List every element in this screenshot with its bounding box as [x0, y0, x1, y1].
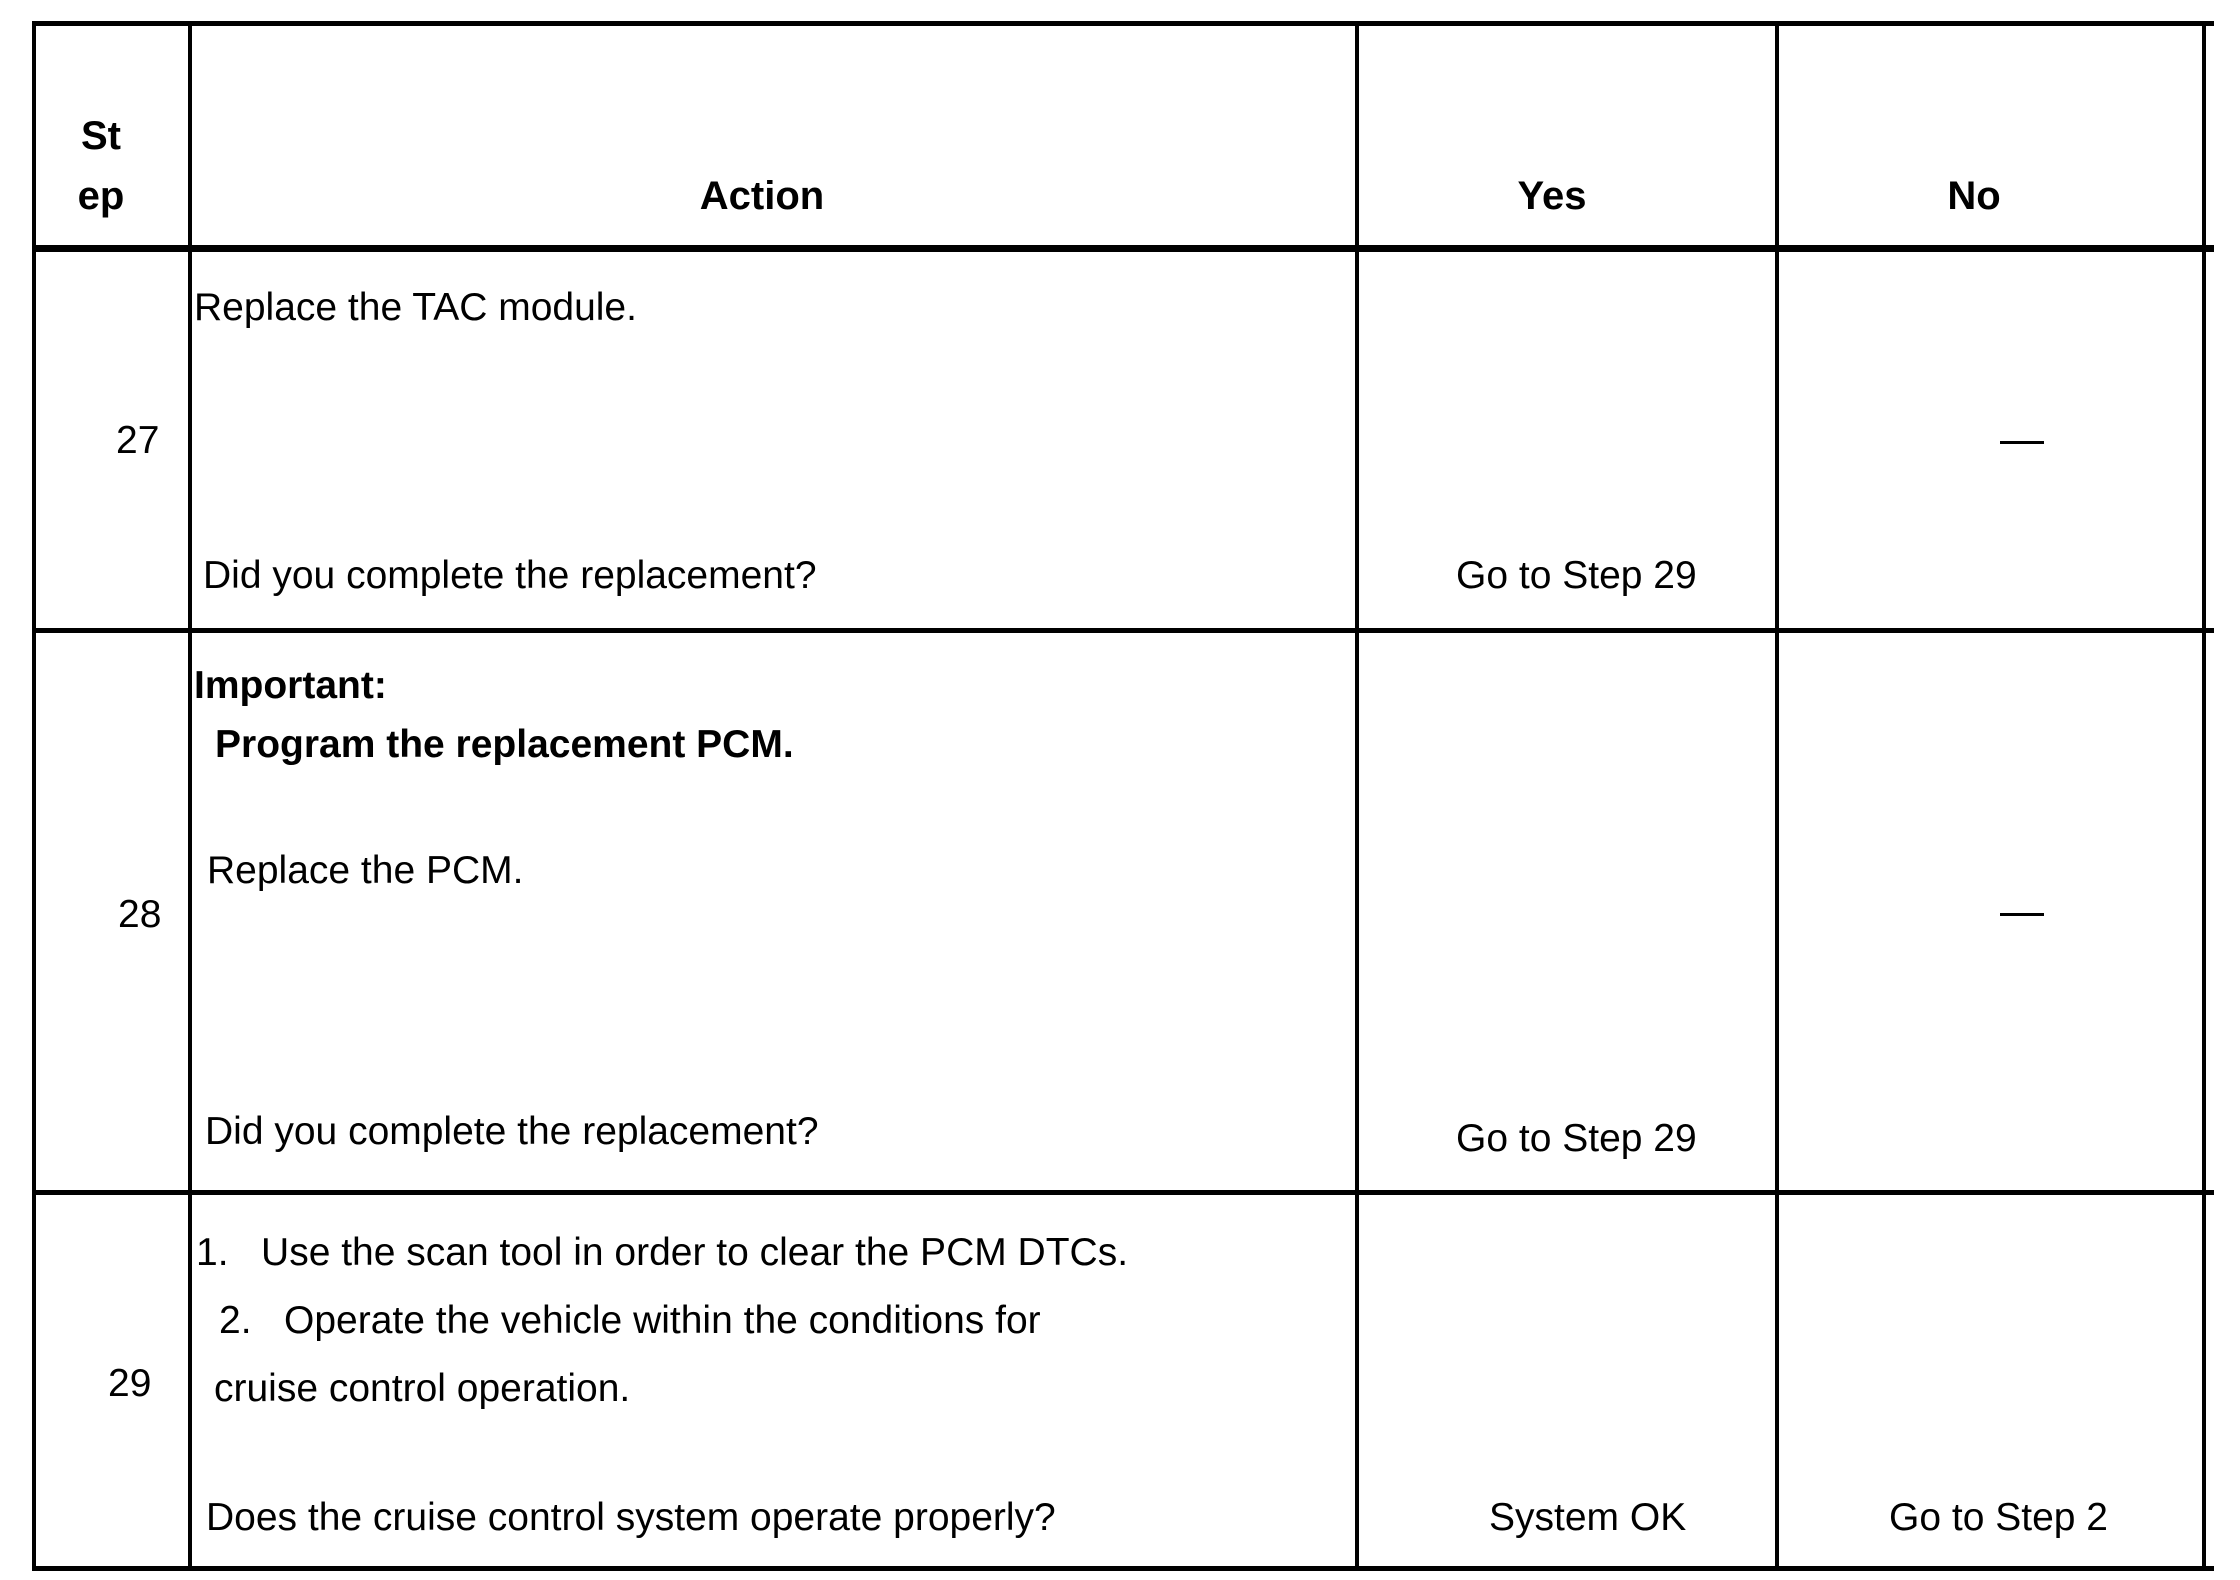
table-border-top [32, 21, 2214, 26]
header-step-line1: St [81, 114, 121, 158]
row-29-action-line-1: 1. Use the scan tool in order to clear the PCM DTCs. [196, 1231, 1129, 1274]
row-27-action-line: Replace the TAC module. [194, 286, 637, 329]
row-29-step: 29 [108, 1362, 152, 1405]
header-step-line2: ep [77, 174, 125, 218]
header-no: No [1947, 174, 2001, 218]
row-28-question: Did you complete the replacement? [205, 1110, 819, 1153]
row-28-action-line: Replace the PCM. [207, 849, 524, 892]
row-27-step: 27 [116, 419, 160, 462]
row-divider-27 [32, 628, 2214, 633]
column-divider-action [1355, 21, 1359, 1571]
row-28-yes: Go to Step 29 [1456, 1117, 1697, 1160]
header-divider [32, 245, 2214, 252]
row-27-yes: Go to Step 29 [1456, 554, 1697, 597]
row-29-action-line-3: cruise control operation. [214, 1367, 631, 1410]
row-28-step: 28 [118, 893, 162, 936]
row-27-question: Did you complete the replacement? [203, 554, 817, 597]
column-divider-step [188, 21, 192, 1571]
row-29-no: Go to Step 2 [1889, 1496, 2108, 1539]
row-28-important-label: Important: [194, 664, 387, 707]
row-29-action-line-2: 2. Operate the vehicle within the conditions for [219, 1299, 1041, 1342]
row-28-no-dash [2000, 913, 2044, 916]
row-29-yes: System OK [1489, 1496, 1687, 1539]
table-border-right [2202, 21, 2206, 1571]
row-28-important-text: Program the replacement PCM. [215, 723, 794, 766]
row-27-no-dash [2000, 441, 2044, 444]
row-divider-28 [32, 1190, 2214, 1195]
row-29-question: Does the cruise control system operate properly? [206, 1496, 1056, 1539]
table-border-left [32, 21, 36, 1571]
table-border-bottom [32, 1566, 2214, 1571]
header-yes: Yes [1517, 174, 1587, 218]
column-divider-yes [1775, 21, 1779, 1571]
header-action: Action [699, 174, 825, 218]
